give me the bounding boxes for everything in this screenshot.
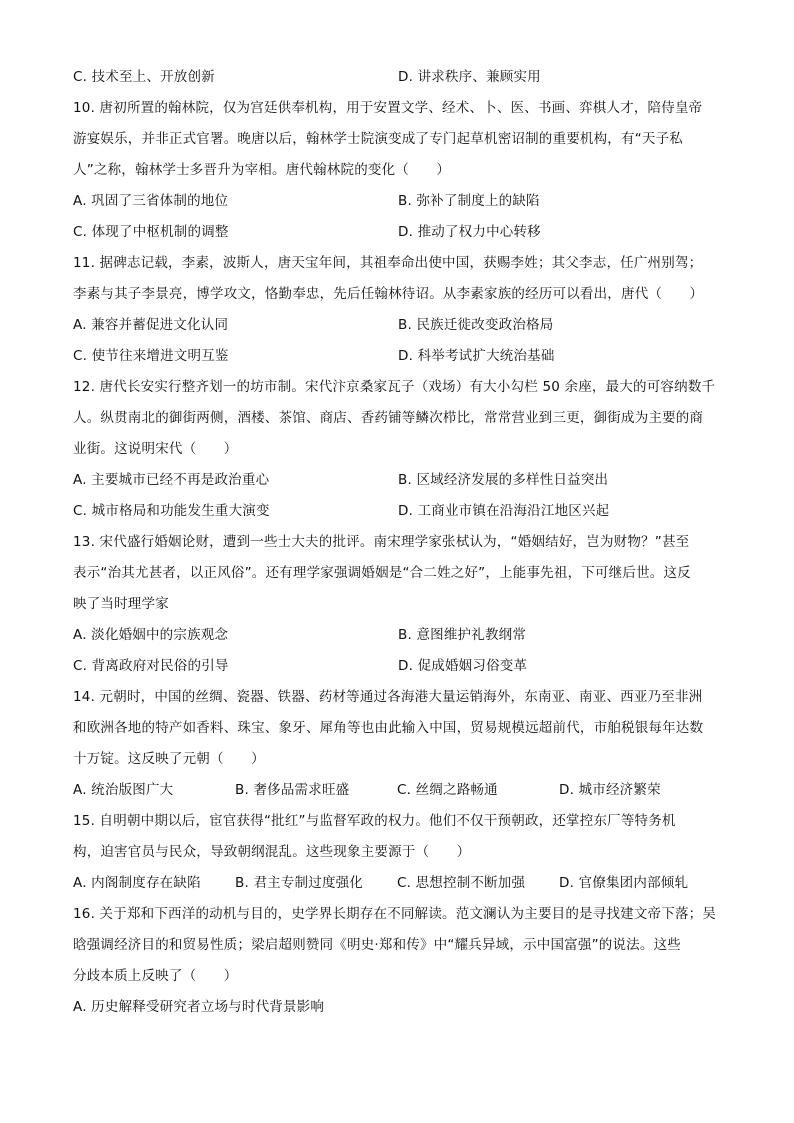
q15-option-b[interactable]: B. 君主专制过度强化: [235, 875, 364, 891]
q13-option-a[interactable]: A. 淡化婚姻中的宗族观念: [73, 627, 229, 643]
q16-stem-line-3: 分歧本质上反映了（ ）: [73, 968, 238, 984]
q12-stem-line-1: 12. 唐代长安实行整齐划一的坊市制。宋代汴京桑家瓦子（戏场）有大小勾栏 50 余座，最大的可容纳数千: [73, 379, 716, 395]
q10-option-c[interactable]: C. 体现了中枢机制的调整: [73, 224, 229, 240]
q10-stem-line-3: 人”之称，翰林学士多晋升为宰相。唐代翰林院的变化（ ）: [73, 162, 451, 178]
q13-stem-line-2: 表示“治其尤甚者，以正风俗”。还有理学家强调婚姻是“合二姓之好”，上能事先祖，下可继后世。这反: [73, 565, 691, 581]
q12-option-a[interactable]: A. 主要城市已经不再是政治重心: [73, 472, 270, 488]
q11-option-c[interactable]: C. 使节往来增进文明互鉴: [73, 348, 229, 364]
q11-option-b[interactable]: B. 民族迁徙改变政治格局: [398, 317, 554, 333]
question-12: [73, 372, 723, 527]
q13-options-row-cd: [73, 651, 723, 682]
q15-option-d[interactable]: D. 官僚集团内部倾轧: [559, 875, 689, 891]
q11-option-a[interactable]: A. 兼容并蓄促进文化认同: [73, 317, 229, 333]
q10-stem-line-1: 10. 唐初所置的翰林院，仅为宫廷供奉机构，用于安置文学、经术、卜、医、书画、弈棋人才，陪侍皇帝: [73, 100, 703, 116]
q9-option-c[interactable]: C. 技术至上、开放创新: [73, 69, 215, 85]
q12-option-d[interactable]: D. 工商业市镇在沿海沿江地区兴起: [398, 503, 610, 519]
q13-option-c[interactable]: C. 背离政府对民俗的引导: [73, 658, 229, 674]
q9-options-row-cd: [73, 62, 723, 93]
question-11: [73, 248, 723, 372]
q12-stem-line-3: 业街。这说明宋代（ ）: [73, 441, 238, 457]
q14-stem-line-1: 14. 元朝时，中国的丝绸、瓷器、铁器、药材等通过各海港大量运销海外，东南亚、南亚、西亚乃至非洲: [73, 689, 703, 705]
q15-options-row: [73, 868, 723, 899]
q14-option-b[interactable]: B. 奢侈品需求旺盛: [235, 782, 350, 798]
q15-option-a[interactable]: A. 内阁制度存在缺陷: [73, 875, 201, 891]
q12-options-row-ab: [73, 465, 723, 496]
q9-option-d[interactable]: D. 讲求秩序、兼顾实用: [398, 69, 541, 85]
q13-option-b[interactable]: B. 意图维护礼教纲常: [398, 627, 527, 643]
q14-option-d[interactable]: D. 城市经济繁荣: [559, 782, 661, 798]
q12-stem-line-2: 人。纵贯南北的御街两侧，酒楼、茶馆、商店、香药铺等鳞次栉比，常常营业到三更，御街成为主要的商: [73, 410, 704, 426]
q10-options-row-cd: [73, 217, 723, 248]
q15-option-c[interactable]: C. 思想控制不断加强: [397, 875, 526, 891]
q10-options-row-ab: [73, 186, 723, 217]
q11-stem-line-2: 李素与其子李景亮，博学攻文，恪勤奉忠，先后任翰林待诏。从李素家族的经历可以看出，唐代（ ）: [73, 286, 704, 302]
q12-options-row-cd: [73, 496, 723, 527]
q10-option-a[interactable]: A. 巩固了三省体制的地位: [73, 193, 229, 209]
question-16: [73, 899, 723, 1023]
q15-stem-line-1: 15. 自明朝中期以后，宦官获得“批红”与监督军政的权力。他们不仅干预朝政，还掌控东厂等特务机: [73, 813, 676, 829]
q11-stem-line-1: 11. 据碑志记载，李素，波斯人，唐天宝年间，其祖奉命出使中国，获赐李姓；其父李志，任广州别驾；: [73, 255, 703, 271]
q14-stem-line-2: 和欧洲各地的特产如香料、珠宝、象牙、犀角等也由此输入中国，贸易规模远超前代，市舶税银每年达数: [73, 720, 704, 736]
q16-stem-line-1: 16. 关于郑和下西洋的动机与目的，史学界长期存在不同解读。范文澜认为主要目的是寻找建文帝下落；吴: [73, 906, 717, 922]
exam-page: [73, 62, 723, 1023]
q11-options-row-ab: [73, 310, 723, 341]
q10-option-d[interactable]: D. 推动了权力中心转移: [398, 224, 541, 240]
q13-stem-line-3: 映了当时理学家: [73, 596, 169, 612]
q13-options-row-ab: [73, 620, 723, 651]
q14-option-a[interactable]: A. 统治版图广大: [73, 782, 174, 798]
q12-option-b[interactable]: B. 区域经济发展的多样性日益突出: [398, 472, 609, 488]
question-14: [73, 682, 723, 806]
q14-option-c[interactable]: C. 丝绸之路畅通: [397, 782, 498, 798]
q14-options-row: [73, 775, 723, 806]
q16-option-a[interactable]: A. 历史解释受研究者立场与时代背景影响: [73, 999, 325, 1015]
question-15: [73, 806, 723, 899]
q10-stem-line-2: 游宴娱乐，并非正式官署。晚唐以后，翰林学士院演变成了专门起草机密诏制的重要机构，有“天子私: [73, 131, 683, 147]
q13-option-d[interactable]: D. 促成婚姻习俗变革: [398, 658, 528, 674]
q11-options-row-cd: [73, 341, 723, 372]
q15-stem-line-2: 构，迫害官员与民众，导致朝纲混乱。这些现象主要源于（ ）: [73, 844, 471, 860]
q13-stem-line-1: 13. 宋代盛行婚姻论财，遭到一些士大夫的批评。南宋理学家张栻认为，“婚姻结好，岂为财物？”甚至: [73, 534, 690, 550]
question-13: [73, 527, 723, 682]
q14-stem-line-3: 十万锭。这反映了元朝（ ）: [73, 751, 265, 767]
q16-stem-line-2: 晗强调经济目的和贸易性质；梁启超则赞同《明史·郑和传》中“耀兵异域，示中国富强”的说法。这些: [73, 937, 681, 953]
q10-option-b[interactable]: B. 弥补了制度上的缺陷: [398, 193, 540, 209]
q12-option-c[interactable]: C. 城市格局和功能发生重大演变: [73, 503, 270, 519]
q11-option-d[interactable]: D. 科举考试扩大统治基础: [398, 348, 555, 364]
question-10: [73, 93, 723, 248]
